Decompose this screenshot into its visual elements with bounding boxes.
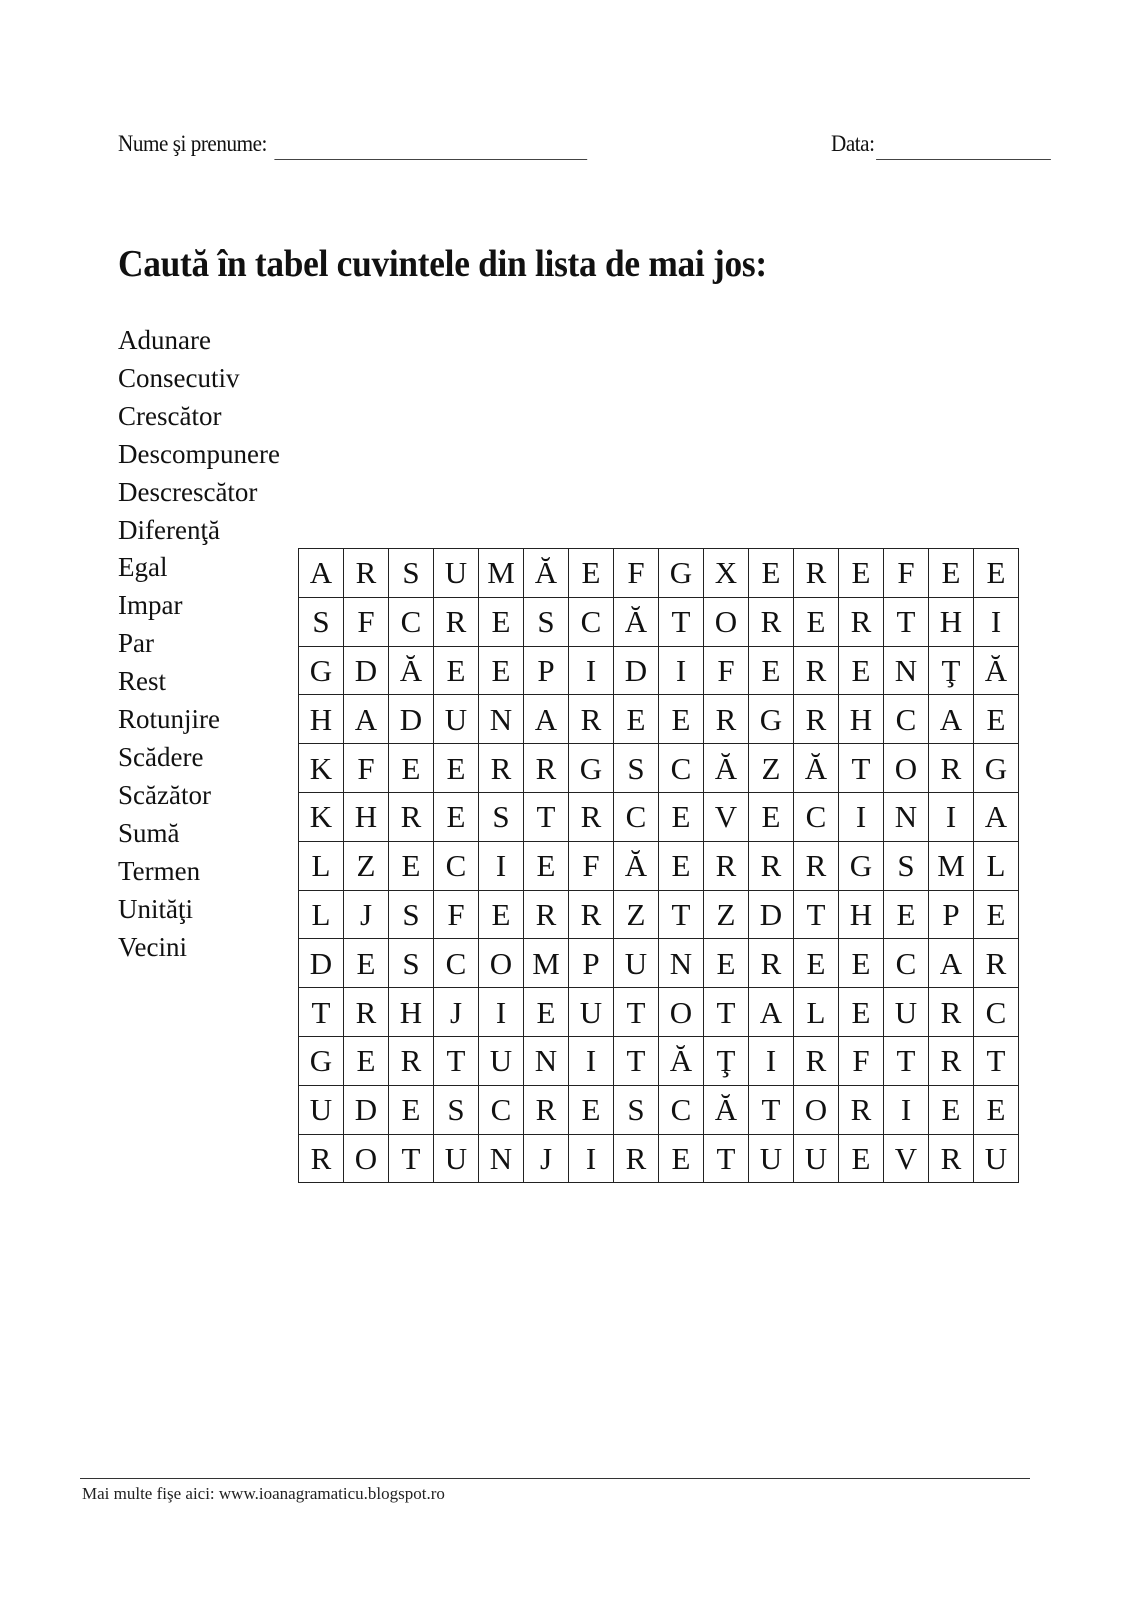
grid-cell[interactable]: R <box>299 1134 344 1183</box>
grid-cell[interactable]: M <box>929 841 974 890</box>
grid-cell[interactable]: Ă <box>614 597 659 646</box>
grid-cell[interactable]: F <box>614 549 659 598</box>
grid-cell[interactable]: G <box>749 695 794 744</box>
grid-cell[interactable]: C <box>434 939 479 988</box>
grid-row <box>299 695 1019 744</box>
grid-cell[interactable]: D <box>299 939 344 988</box>
grid-cell[interactable]: E <box>569 1085 614 1134</box>
grid-cell[interactable]: D <box>389 695 434 744</box>
grid-cell[interactable]: A <box>929 939 974 988</box>
grid-cell[interactable]: F <box>344 744 389 793</box>
grid-cell[interactable]: D <box>344 1085 389 1134</box>
grid-cell[interactable]: C <box>884 939 929 988</box>
grid-cell[interactable]: E <box>929 549 974 598</box>
grid-cell[interactable]: T <box>749 1085 794 1134</box>
grid-cell[interactable]: R <box>974 939 1019 988</box>
word-list-item: Crescător <box>118 400 222 431</box>
grid-cell[interactable]: O <box>479 939 524 988</box>
grid-cell[interactable]: Z <box>344 841 389 890</box>
grid-cell[interactable]: R <box>794 841 839 890</box>
grid-cell[interactable]: E <box>929 1085 974 1134</box>
grid-row <box>299 744 1019 793</box>
grid-cell[interactable]: E <box>839 988 884 1037</box>
grid-cell[interactable]: E <box>659 792 704 841</box>
grid-cell[interactable]: A <box>929 695 974 744</box>
grid-cell[interactable]: E <box>794 939 839 988</box>
grid-cell[interactable]: F <box>434 890 479 939</box>
grid-cell[interactable]: A <box>749 988 794 1037</box>
grid-cell[interactable]: C <box>479 1085 524 1134</box>
grid-cell[interactable]: C <box>614 792 659 841</box>
grid-cell[interactable]: M <box>479 549 524 598</box>
grid-cell[interactable]: C <box>974 988 1019 1037</box>
grid-cell[interactable]: I <box>749 1036 794 1085</box>
grid-cell[interactable]: S <box>614 1085 659 1134</box>
grid-cell[interactable]: R <box>839 597 884 646</box>
grid-cell[interactable]: S <box>524 597 569 646</box>
grid-cell[interactable]: H <box>839 890 884 939</box>
grid-cell[interactable]: R <box>704 841 749 890</box>
grid-cell[interactable]: P <box>569 939 614 988</box>
grid-cell[interactable]: A <box>299 549 344 598</box>
grid-cell[interactable]: I <box>884 1085 929 1134</box>
grid-cell[interactable]: N <box>479 1134 524 1183</box>
grid-cell[interactable]: G <box>659 549 704 598</box>
grid-cell[interactable]: O <box>659 988 704 1037</box>
grid-cell[interactable]: I <box>569 1036 614 1085</box>
grid-cell[interactable]: A <box>974 792 1019 841</box>
grid-cell[interactable]: S <box>299 597 344 646</box>
grid-cell[interactable]: U <box>569 988 614 1037</box>
grid-cell[interactable]: E <box>704 939 749 988</box>
word-list <box>118 322 280 966</box>
grid-cell[interactable]: A <box>524 695 569 744</box>
grid-cell[interactable]: T <box>704 988 749 1037</box>
grid-cell[interactable]: R <box>434 597 479 646</box>
grid-cell[interactable]: R <box>839 1085 884 1134</box>
grid-cell[interactable]: E <box>839 939 884 988</box>
grid-cell[interactable]: E <box>974 890 1019 939</box>
grid-cell[interactable]: E <box>659 1134 704 1183</box>
date-label: Data: <box>831 131 875 156</box>
grid-cell[interactable]: N <box>659 939 704 988</box>
grid-cell[interactable]: R <box>929 1036 974 1085</box>
grid-row <box>299 988 1019 1037</box>
grid-cell[interactable]: E <box>524 841 569 890</box>
grid-cell[interactable]: E <box>569 549 614 598</box>
grid-cell[interactable]: R <box>929 1134 974 1183</box>
grid-cell[interactable]: R <box>524 744 569 793</box>
grid-cell[interactable]: R <box>524 890 569 939</box>
grid-cell[interactable]: U <box>434 1134 479 1183</box>
grid-cell[interactable]: Ţ <box>704 1036 749 1085</box>
grid-cell[interactable]: N <box>524 1036 569 1085</box>
grid-cell[interactable]: N <box>884 792 929 841</box>
grid-cell[interactable]: Ă <box>794 744 839 793</box>
grid-cell[interactable]: U <box>614 939 659 988</box>
grid-cell[interactable]: G <box>299 1036 344 1085</box>
grid-cell[interactable]: E <box>659 841 704 890</box>
grid-cell[interactable]: A <box>344 695 389 744</box>
grid-cell[interactable]: U <box>884 988 929 1037</box>
grid-cell[interactable]: L <box>974 841 1019 890</box>
grid-row <box>299 890 1019 939</box>
grid-cell[interactable]: E <box>749 646 794 695</box>
grid-cell[interactable]: U <box>794 1134 839 1183</box>
grid-cell[interactable]: I <box>479 988 524 1037</box>
grid-cell[interactable]: H <box>389 988 434 1037</box>
grid-cell[interactable]: I <box>839 792 884 841</box>
word-list-item: Descompunere <box>118 438 280 469</box>
grid-cell[interactable]: T <box>839 744 884 793</box>
name-field <box>118 128 587 160</box>
grid-cell[interactable]: E <box>974 1085 1019 1134</box>
grid-cell[interactable]: R <box>794 1036 839 1085</box>
grid-cell[interactable]: E <box>614 695 659 744</box>
grid-cell[interactable]: C <box>434 841 479 890</box>
grid-cell[interactable]: Ţ <box>929 646 974 695</box>
grid-cell[interactable]: V <box>884 1134 929 1183</box>
grid-cell[interactable]: F <box>839 1036 884 1085</box>
worksheet-header <box>118 128 985 164</box>
grid-row <box>299 549 1019 598</box>
grid-cell[interactable]: F <box>884 549 929 598</box>
grid-cell[interactable]: T <box>299 988 344 1037</box>
grid-cell[interactable]: E <box>884 890 929 939</box>
grid-cell[interactable]: O <box>344 1134 389 1183</box>
grid-cell[interactable]: J <box>524 1134 569 1183</box>
grid-row <box>299 939 1019 988</box>
grid-cell[interactable]: T <box>434 1036 479 1085</box>
grid-cell[interactable]: R <box>389 792 434 841</box>
grid-cell[interactable]: C <box>659 744 704 793</box>
grid-cell[interactable]: G <box>299 646 344 695</box>
grid-cell[interactable]: E <box>974 549 1019 598</box>
grid-cell[interactable]: R <box>749 939 794 988</box>
grid-cell[interactable]: K <box>299 744 344 793</box>
grid-cell[interactable]: J <box>434 988 479 1037</box>
grid-cell[interactable]: R <box>614 1134 659 1183</box>
word-list-item: Unităţi <box>118 893 193 924</box>
grid-cell[interactable]: U <box>434 549 479 598</box>
grid-cell[interactable]: R <box>929 744 974 793</box>
grid-cell[interactable]: N <box>884 646 929 695</box>
grid-cell[interactable]: Ă <box>524 549 569 598</box>
grid-cell[interactable]: J <box>344 890 389 939</box>
grid-cell[interactable]: X <box>704 549 749 598</box>
grid-cell[interactable]: Z <box>749 744 794 793</box>
grid-cell[interactable]: M <box>524 939 569 988</box>
grid-row <box>299 792 1019 841</box>
grid-cell[interactable]: L <box>794 988 839 1037</box>
grid-cell[interactable]: R <box>344 549 389 598</box>
grid-cell[interactable]: O <box>704 597 749 646</box>
word-list-item: Vecini <box>118 931 187 962</box>
grid-cell[interactable]: E <box>434 792 479 841</box>
grid-cell[interactable]: F <box>704 646 749 695</box>
word-list-item: Sumă <box>118 817 180 848</box>
grid-cell[interactable]: R <box>749 597 794 646</box>
grid-cell[interactable]: E <box>479 597 524 646</box>
grid-cell[interactable]: S <box>614 744 659 793</box>
grid-cell[interactable]: U <box>434 695 479 744</box>
grid-row <box>299 1085 1019 1134</box>
grid-cell[interactable]: R <box>569 695 614 744</box>
grid-cell[interactable]: F <box>569 841 614 890</box>
word-list-item: Impar <box>118 590 183 621</box>
grid-cell[interactable]: Ă <box>704 1085 749 1134</box>
grid-cell[interactable]: R <box>569 792 614 841</box>
grid-cell[interactable]: I <box>569 1134 614 1183</box>
grid-cell[interactable]: E <box>749 792 794 841</box>
grid-cell[interactable]: T <box>704 1134 749 1183</box>
grid-cell[interactable]: E <box>839 646 884 695</box>
grid-cell[interactable]: D <box>344 646 389 695</box>
grid-cell[interactable]: Ă <box>974 646 1019 695</box>
word-list-item: Consecutiv <box>118 362 240 393</box>
grid-cell[interactable]: T <box>794 890 839 939</box>
grid-cell[interactable]: E <box>479 646 524 695</box>
grid-cell[interactable]: E <box>974 695 1019 744</box>
grid-cell[interactable]: Z <box>704 890 749 939</box>
footer-text: Mai multe fişe aici: www.ioanagramaticu.blogspot.ro <box>82 1484 445 1503</box>
grid-cell[interactable]: E <box>344 939 389 988</box>
word-list-item: Termen <box>118 855 201 886</box>
grid-cell[interactable]: E <box>839 549 884 598</box>
grid-cell[interactable]: N <box>479 695 524 744</box>
grid-cell[interactable]: R <box>794 695 839 744</box>
grid-cell[interactable]: Ă <box>614 841 659 890</box>
grid-cell[interactable]: U <box>749 1134 794 1183</box>
grid-cell[interactable]: P <box>524 646 569 695</box>
grid-cell[interactable]: T <box>614 1036 659 1085</box>
grid-cell[interactable]: L <box>299 841 344 890</box>
grid-cell[interactable]: I <box>569 646 614 695</box>
grid-cell[interactable]: E <box>434 646 479 695</box>
grid-cell[interactable]: E <box>389 1085 434 1134</box>
grid-cell[interactable]: S <box>389 549 434 598</box>
grid-cell[interactable]: V <box>704 792 749 841</box>
grid-row <box>299 841 1019 890</box>
page-title: Caută în tabel cuvintele din lista de mai jos: <box>118 243 767 285</box>
grid-cell[interactable]: E <box>389 744 434 793</box>
word-list-item: Par <box>118 628 154 659</box>
word-list-item: Diferenţă <box>118 514 220 545</box>
grid-cell[interactable]: K <box>299 792 344 841</box>
grid-cell[interactable]: I <box>659 646 704 695</box>
grid-cell[interactable]: S <box>434 1085 479 1134</box>
grid-cell[interactable]: S <box>479 792 524 841</box>
grid-cell[interactable]: F <box>344 597 389 646</box>
grid-cell[interactable]: G <box>569 744 614 793</box>
word-list-item: Scădere <box>118 741 204 772</box>
grid-cell[interactable]: T <box>974 1036 1019 1085</box>
grid-cell[interactable]: C <box>659 1085 704 1134</box>
word-list-item: Adunare <box>118 325 211 355</box>
grid-cell[interactable]: T <box>659 597 704 646</box>
date-field <box>831 128 1051 160</box>
grid-cell[interactable]: R <box>524 1085 569 1134</box>
grid-cell[interactable]: H <box>839 695 884 744</box>
grid-cell[interactable]: E <box>344 1036 389 1085</box>
grid-cell[interactable]: H <box>344 792 389 841</box>
grid-cell[interactable]: L <box>299 890 344 939</box>
grid-cell[interactable]: R <box>794 646 839 695</box>
grid-cell[interactable]: T <box>389 1134 434 1183</box>
grid-cell[interactable]: R <box>929 988 974 1037</box>
grid-cell[interactable]: O <box>884 744 929 793</box>
grid-cell[interactable]: I <box>974 597 1019 646</box>
grid-cell[interactable]: Ă <box>659 1036 704 1085</box>
name-blank-line[interactable] <box>274 133 587 160</box>
word-list-item: Egal <box>118 552 168 583</box>
word-list-item: Descrescător <box>118 476 258 507</box>
grid-cell[interactable]: E <box>389 841 434 890</box>
word-search-grid <box>298 548 1019 1183</box>
grid-cell[interactable]: S <box>884 841 929 890</box>
grid-cell[interactable]: T <box>614 988 659 1037</box>
word-list-item: Rotunjire <box>118 704 220 735</box>
footer-divider <box>80 1478 1030 1479</box>
grid-cell[interactable]: E <box>434 744 479 793</box>
grid-cell[interactable]: T <box>884 597 929 646</box>
grid-row <box>299 646 1019 695</box>
word-list-item: Scăzător <box>118 779 211 810</box>
grid-cell[interactable]: E <box>839 1134 884 1183</box>
grid-cell[interactable]: E <box>524 988 569 1037</box>
grid-row <box>299 597 1019 646</box>
grid-cell[interactable]: Ă <box>389 646 434 695</box>
grid-cell[interactable]: G <box>974 744 1019 793</box>
grid-cell[interactable]: P <box>929 890 974 939</box>
word-list-item: Rest <box>118 666 167 697</box>
grid-cell[interactable]: T <box>884 1036 929 1085</box>
grid-cell[interactable]: Z <box>614 890 659 939</box>
grid-cell[interactable]: T <box>659 890 704 939</box>
grid-cell[interactable]: R <box>749 841 794 890</box>
grid-cell[interactable]: E <box>794 597 839 646</box>
grid-cell[interactable]: I <box>929 792 974 841</box>
grid-cell[interactable]: U <box>479 1036 524 1085</box>
grid-cell[interactable]: U <box>974 1134 1019 1183</box>
grid-row <box>299 1134 1019 1183</box>
grid-cell[interactable]: R <box>479 744 524 793</box>
grid-cell[interactable]: C <box>569 597 614 646</box>
grid-cell[interactable]: R <box>344 988 389 1037</box>
grid-cell[interactable]: U <box>299 1085 344 1134</box>
grid-cell[interactable]: R <box>389 1036 434 1085</box>
grid-cell[interactable]: R <box>704 695 749 744</box>
grid-cell[interactable]: E <box>479 890 524 939</box>
grid-cell[interactable]: D <box>614 646 659 695</box>
grid-cell[interactable]: O <box>794 1085 839 1134</box>
grid-cell[interactable]: D <box>749 890 794 939</box>
grid-cell[interactable]: R <box>794 549 839 598</box>
grid-cell[interactable]: T <box>524 792 569 841</box>
grid-cell[interactable]: E <box>749 549 794 598</box>
grid-cell[interactable]: G <box>839 841 884 890</box>
grid-cell[interactable]: H <box>299 695 344 744</box>
date-blank-line[interactable] <box>876 133 1051 160</box>
name-label: Nume şi prenume: <box>118 131 267 156</box>
grid-cell[interactable]: S <box>389 939 434 988</box>
grid-cell[interactable]: H <box>929 597 974 646</box>
grid-cell[interactable]: S <box>389 890 434 939</box>
grid-cell[interactable]: I <box>479 841 524 890</box>
grid-cell[interactable]: C <box>884 695 929 744</box>
grid-cell[interactable]: R <box>569 890 614 939</box>
grid-cell[interactable]: C <box>794 792 839 841</box>
grid-row <box>299 1036 1019 1085</box>
grid-cell[interactable]: Ă <box>704 744 749 793</box>
grid-cell[interactable]: C <box>389 597 434 646</box>
grid-cell[interactable]: E <box>659 695 704 744</box>
